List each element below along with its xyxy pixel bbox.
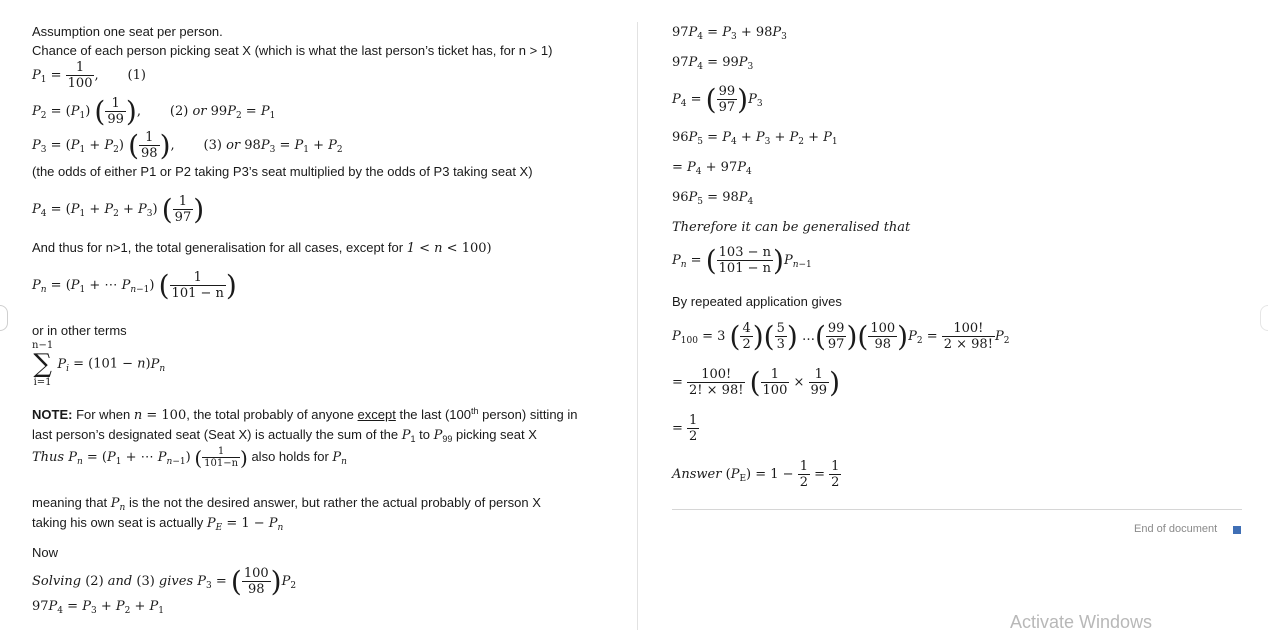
repeated-application-text: By repeated application gives (672, 294, 842, 309)
end-of-document-label: End of document (1134, 523, 1218, 535)
intro-line-2: Chance of each person picking seat X (which is what the last person’s ticket has, for n > 1) (32, 43, 553, 58)
equation-p2: $P_2 = (P_1)$ ( $\frac{1}{99}$ ), (2) or $99P_2 = P_1$ (32, 94, 276, 128)
end-separator (672, 509, 1242, 510)
equation-half: = $\frac{1}{2}$ (672, 413, 698, 444)
equation-factorial: = $\frac{100!}{2! \times 98!}$ ( $\frac{1}{100}$ × $\frac{1}{99}$ ) (672, 365, 841, 399)
scroll-left-handle[interactable] (0, 305, 8, 331)
equation-96p5-a: $96P_5 = P_4 + P_3 + P_2 + P_1$ (672, 130, 838, 147)
page-divider (637, 22, 638, 630)
general-formula: $P_n$ = ( $\frac{103 - n}{101 - n}$ )$P_{n-1}$ (672, 243, 812, 277)
other-terms-text: or in other terms (32, 323, 127, 338)
equation-97p4-a: $97P_4 = P_3 + P_2 + P_1$ (32, 599, 164, 616)
intro-line-1: Assumption one seat per person. (32, 24, 223, 39)
meaning-line-2: taking his own seat is actually $P_E = 1 - P_n$ (32, 515, 284, 533)
end-of-document-marker (1233, 526, 1241, 534)
equation-97p4-c: $97P_4 = 99P_3$ (672, 55, 754, 72)
generalisation-text: And thus for n>1, the total generalisation for all cases, except for 1 < n < 100) (32, 240, 492, 256)
answer-line: Answer $(P_E) = 1$ − $\frac{1}{2}$ = $\frac{1}{2}$ (672, 459, 840, 490)
note-line-1: NOTE: For when n = 100, the total probably of anyone except the last (100th person) sitting in (32, 406, 578, 423)
equation-p4-sum: = $P_4 + 97P_4$ (672, 160, 752, 177)
equation-97p4-b: $97P_4 = P_3 + 98P_3$ (672, 25, 787, 42)
activate-windows-watermark: Activate Windows (1010, 612, 1153, 632)
solving-line: Solving (2) and (3) gives $P_3$ = ( $\frac{100}{98}$ )$P_2$ (32, 564, 297, 598)
equation-96p5-b: $96P_5 = 98P_4$ (672, 190, 754, 207)
equation-sum: n−1 ∑ i=1 $P_i = (101 - n)P_n$ (32, 340, 166, 388)
odds-explanation: (the odds of either P1 or P2 taking P3’s seat multiplied by the odds of P3 taking seat X) (32, 164, 533, 179)
scroll-right-handle[interactable] (1260, 305, 1268, 331)
equation-p3: $P_3 = (P_1 + P_2)$ ( $\frac{1}{98}$ ), (3) or $98P_3 = P_1 + P_2$ (32, 128, 343, 162)
thus-line: Thus $P_n = (P_1$ + ⋯ $P_{n-1}$) ( $\frac{1}{101-n}$ ) also holds for $P_n$ (32, 445, 347, 470)
therefore-text: Therefore it can be generalised that (672, 220, 911, 235)
equation-p4: $P_4 = (P_1 + P_2 + P_3)$ ( $\frac{1}{97}$ ) (32, 192, 205, 226)
now-text: Now (32, 545, 59, 560)
note-line-2: last person’s designated seat (Seat X) is actually the sum of the $P_1$ to $P_{99}$ picking seat X (32, 427, 537, 444)
meaning-line-1: meaning that $P_n$ is the not the desired answer, but rather the actual probably of person X (32, 495, 541, 513)
equation-p100: $P_{100} = 3$ ( $\frac{4}{2}$ )( $\frac{5}{3}$ ) …( $\frac{99}{97}$ )( $\frac{100}{98}$ )$P_2$ = $\frac{100!}{2 \times 98!}$ $P_2$ (672, 319, 1010, 353)
equation-pn: $P_n = (P_1$ + ⋯ $P_{n-1}$) ( $\frac{1}{101 - n}$ ) (32, 268, 237, 302)
equation-p4-ratio: $P_4$ = ( $\frac{99}{97}$ )$P_3$ (672, 82, 763, 116)
equation-p1: $P_1$ = $\frac{1}{100}$ , (1) (32, 60, 146, 91)
